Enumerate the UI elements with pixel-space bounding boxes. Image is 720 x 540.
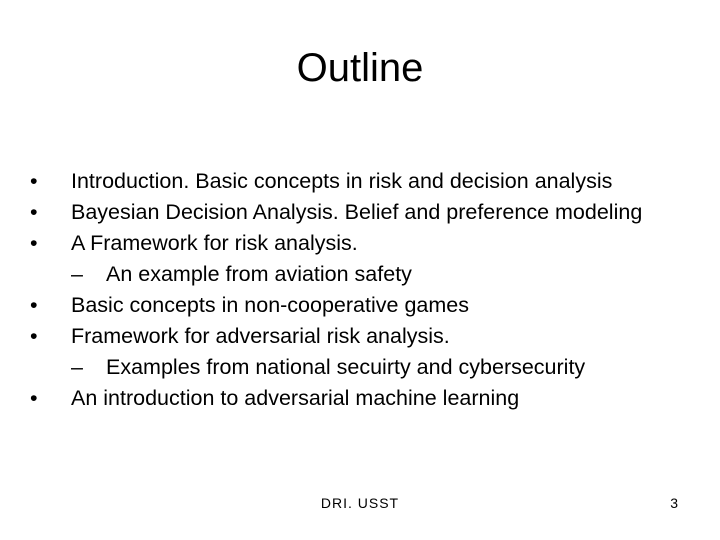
bullet-text: Framework for adversarial risk analysis. xyxy=(71,324,450,348)
slide-title: Outline xyxy=(296,46,424,90)
bullet-marker: • xyxy=(30,231,38,255)
bullet-item xyxy=(30,321,690,383)
sub-bullet-item xyxy=(30,259,690,290)
bullet-text: Bayesian Decision Analysis. Belief and preference modeling xyxy=(71,200,643,224)
bullet-marker: • xyxy=(30,169,38,193)
sub-bullet-list xyxy=(71,352,690,383)
page-number: 3 xyxy=(670,495,678,511)
bullet-item xyxy=(30,383,690,414)
sub-bullet-marker: – xyxy=(71,262,83,286)
sub-bullet-text: An example from aviation safety xyxy=(106,262,412,286)
bullet-text: A Framework for risk analysis. xyxy=(71,231,358,255)
bullet-item xyxy=(30,166,690,197)
sub-bullet-text: Examples from national secuirty and cybersecurity xyxy=(106,355,586,379)
bullet-marker: • xyxy=(30,200,38,224)
bullet-text: An introduction to adversarial machine learning xyxy=(71,386,520,410)
bullet-marker: • xyxy=(30,386,38,410)
sub-bullet-marker: – xyxy=(71,355,83,379)
footer-institution: DRI. USST xyxy=(320,495,400,511)
bullet-text: Introduction. Basic concepts in risk and decision analysis xyxy=(71,169,613,193)
sub-bullet-list xyxy=(71,259,690,290)
bullet-item xyxy=(30,228,690,290)
bullet-marker: • xyxy=(30,324,38,348)
bullet-item xyxy=(30,197,690,228)
sub-bullet-item xyxy=(30,352,690,383)
bullet-marker: • xyxy=(30,293,38,317)
bullet-text: Basic concepts in non-cooperative games xyxy=(71,293,469,317)
bullet-list xyxy=(30,166,690,414)
bullet-item xyxy=(30,290,690,321)
